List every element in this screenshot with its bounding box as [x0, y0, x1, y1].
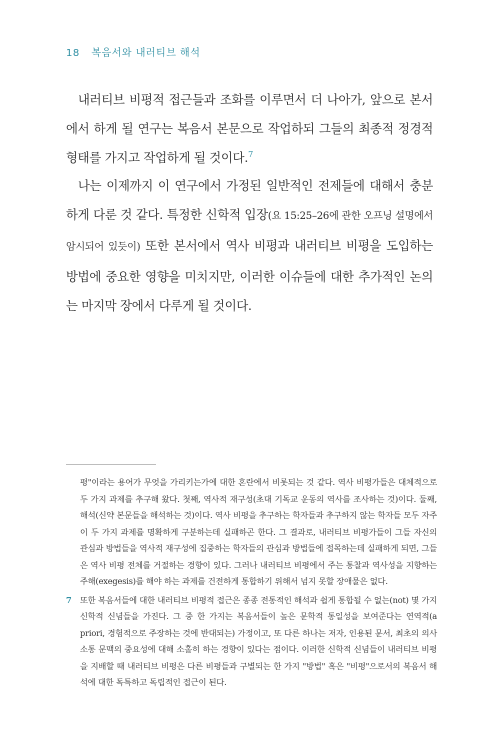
body-paragraph-2	[66, 172, 433, 320]
footnote-7	[66, 592, 437, 691]
paragraph-1-text: 내러티브 비평적 접근들과 조화를 이루면서 더 나아가, 앞으로 본서에서 하게 될 연구는 복음서 본문으로 작업하되 그들의 최종적 정경적 형태를 가지고 작업하게 될 것이다.	[66, 93, 433, 165]
footnote-divider	[66, 464, 156, 465]
footnotes	[66, 474, 437, 691]
main-text	[66, 86, 433, 320]
paragraph-2-parenthetical: (요 15:25–26에 관한 오프닝 설명에서 암시되어 있듯이)	[66, 211, 433, 253]
page-number: 18	[66, 48, 80, 59]
body-paragraph-1	[66, 86, 433, 172]
footnote-7-text: 또한 복음서들에 대한 내러티브 비평적 접근은 종종 전통적인 해석과 쉽게 통합될 수 없는(not) 몇 가지 신학적 신념들을 가진다. 그 중 한 가지는 복음서들이 높은 문학적 통일성을 보여준다는 연역적(a priori, 경험적으로 주장하는 것에 반대되는) 가정이고, 또 다른 하나는 저자, 인용된 문서, 최초의 의사소통 문맥의 중요성에 대해 소홀히 하는 경향이 있다는 점이다. 이러한 신학적 신념들이 내러티브 비평을 지배할 때 내러티브 비평은 다른 비평들과 구별되는 한 가지 "방법" 혹은 "비평"으로서의 복음서 해석에 대한 독특하고 독립적인 접근이 된다.	[80, 594, 437, 687]
paragraph-2-text-a: 나는 이제까지 이 연구에서 가정된 일반적인 전제들에 대해서 충분하게 다룬 것 같다. 특정한 신학적 입장	[66, 179, 433, 223]
footnote-continued: 평"이라는 용어가 무엇을 가리키는가에 대한 혼란에서 비롯되는 것 같다. 역사 비평가들은 대체적으로 두 가지 과제를 추구해 왔다. 첫째, 역사적 재구성(초대 기독교 운동의 역사를 조사하는 것)이다. 둘째, 해석(신약 본문들을 해석하는 것)이다. 역사 비평을 추구하는 학자들과 추구하지 않는 학자들 모두 자주 이 두 가지 과제를 명확하게 구분하는데 실패하곤 한다. 그 결과로, 내러티브 비평가들이 그들 자신의 관심과 방법들을 역사적 재구성에 집중하는 학자들의 관심과 방법들에 접목하는데 실패하게 되면, 그들은 역사 비평 전체를 거절하는 경향이 있다. 그러나 내러티브 비평에서 주는 통찰과 역사성을 지향하는 주해(exegesis)를 해야 하는 과제를 건전하게 통합하기 위해서 넘지 못할 장애물은 없다.	[80, 477, 437, 586]
paragraph-2-text-b: 또한 본서에서 역사 비평과 내러티브 비평을 도입하는 방법에 중요한 영향을 미치지만, 이러한 이슈들에 대한 추가적인 논의는 마지막 장에서 다루게 될 것이다.	[66, 238, 433, 313]
footnote-7-number: 7	[66, 594, 72, 605]
footnote-reference-7[interactable]: 7	[248, 149, 253, 159]
running-head	[66, 44, 200, 59]
running-head-title: 복음서와 내러티브 해석	[91, 48, 201, 59]
